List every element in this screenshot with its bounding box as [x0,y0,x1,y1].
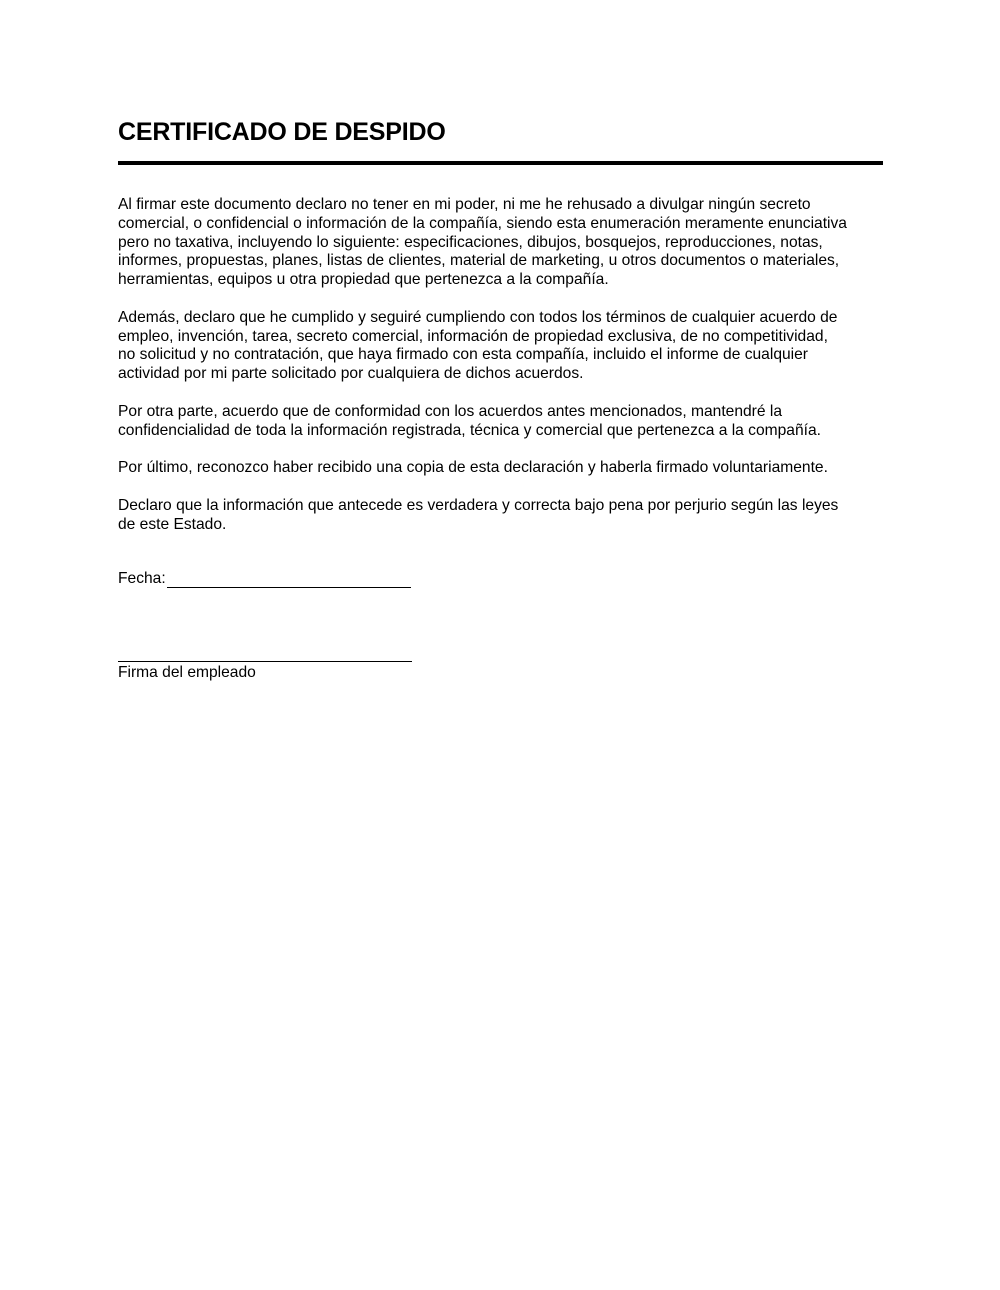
text-line: confidencialidad de toda la información registrada, técnica y comercial que pertenezca a la compañía. [118,421,821,439]
text-line: de este Estado. [118,515,227,533]
text-line: actividad por mi parte solicitado por cualquiera de dichos acuerdos. [118,365,584,383]
date-blank-line[interactable] [167,571,411,588]
document-title: CERTIFICADO DE DESPIDO [118,118,446,146]
text-line: Al firmar este documento declaro no tener en mi poder, ni me he rehusado a divulgar ningún secreto [118,196,811,213]
text-line: empleo, invención, tarea, secreto comercial, información de propiedad exclusiva, de no competitividad, [118,327,828,345]
text-line: Por otra parte, acuerdo que de conformidad con los acuerdos antes mencionados, mantendré la [118,402,783,420]
paragraph-1 [118,196,883,290]
paragraph-5 [118,497,883,535]
paragraph-3 [118,403,883,441]
text-line: pero no taxativa, incluyendo lo siguiente: especificaciones, dibujos, bosquejos, reproducciones, notas, [118,233,823,251]
text-line: Declaro que la información que antecede es verdadera y correcta bajo pena por perjurio según las leyes [118,496,839,514]
signature-label: Firma del empleado [118,664,256,681]
date-field [118,570,411,588]
text-line: Además, declaro que he cumplido y seguiré cumpliendo con todos los términos de cualquier acuerdo de [118,308,838,326]
document-body [118,196,883,553]
signature-blank-line[interactable] [118,661,412,662]
text-line: informes, propuestas, planes, listas de clientes, material de marketing, u otros documentos o materiales, [118,252,840,270]
paragraph-2 [118,309,883,384]
text-line: no solicitud y no contratación, que haya firmado con esta compañía, incluido el informe de cualquier [118,346,808,364]
title-divider [118,161,883,165]
date-label: Fecha: [118,570,166,587]
text-line: herramientas, equipos u otra propiedad que pertenezca a la compañía. [118,271,609,289]
text-line: comercial, o confidencial o información de la compañía, siendo esta enumeración meramente enunciativa [118,214,847,232]
text-line: Por último, reconozco haber recibido una copia de esta declaración y haberla firmado voluntariamente. [118,459,828,477]
paragraph-4 [118,459,883,478]
